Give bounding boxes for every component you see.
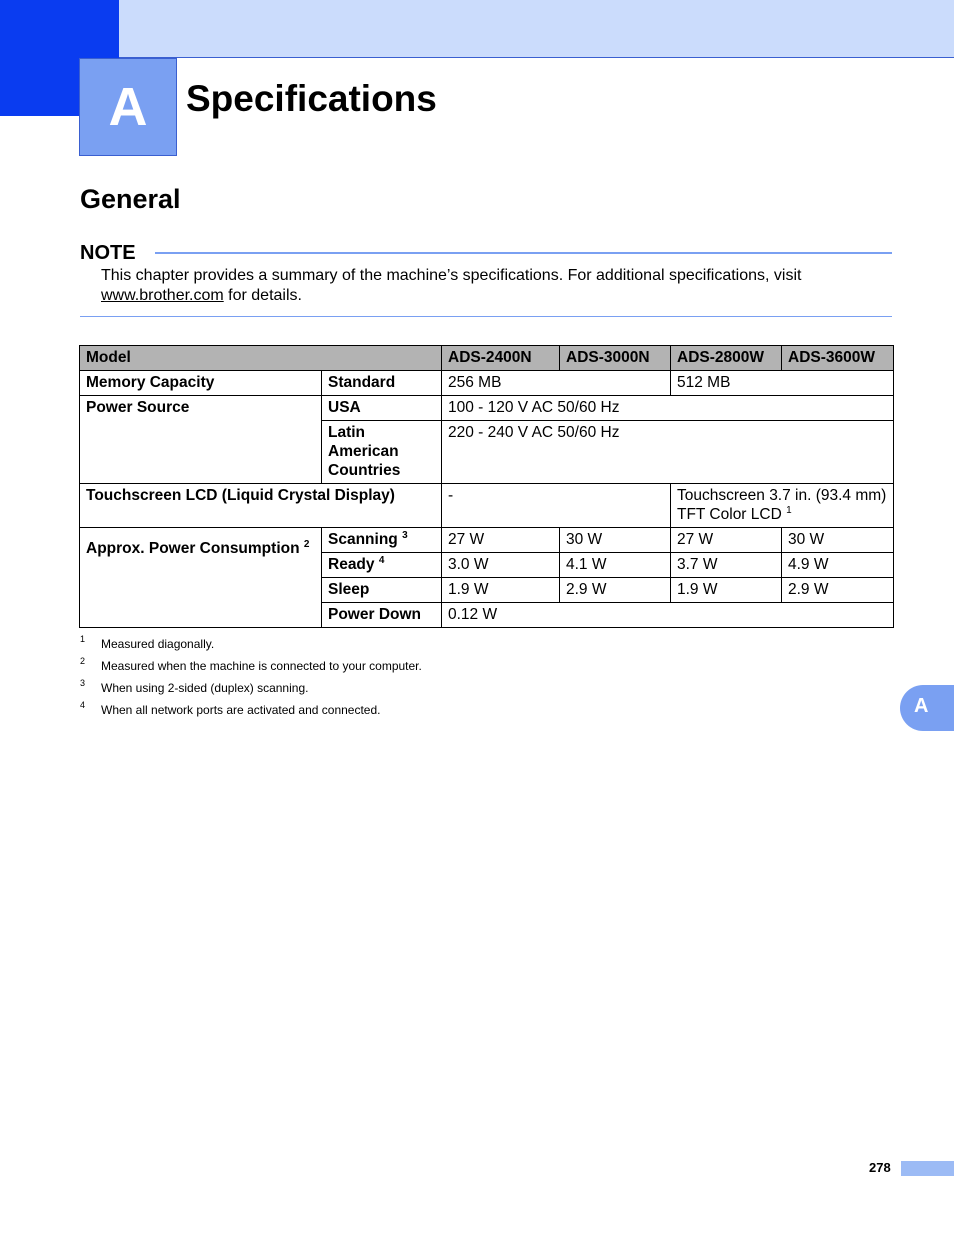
- power-down-label: Power Down: [322, 603, 442, 628]
- lcd-row: [80, 484, 894, 528]
- model-header-ads-2400n: ADS-2400N: [442, 346, 560, 371]
- ready-value-ads-3000n: 4.1 W: [560, 553, 671, 578]
- scanning-value-ads-2400n: 27 W: [442, 528, 560, 553]
- model-header-ads-2800w: ADS-2800W: [671, 346, 782, 371]
- note-text-after: for details.: [223, 287, 302, 304]
- header-band: [0, 0, 954, 58]
- footnote-text: When all network ports are activated and connected.: [101, 703, 381, 717]
- footnote-text: Measured diagonally.: [101, 637, 215, 651]
- sleep-value-ads-3000n: 2.9 W: [560, 578, 671, 603]
- lcd-footnote-ref: 1: [786, 505, 792, 516]
- lcd-value-line-1: Touchscreen 3.7 in. (93.4 mm): [677, 487, 887, 504]
- page-number-bar: [901, 1161, 954, 1176]
- power-source-usa-row: [80, 396, 894, 421]
- consumption-footnote-ref: 2: [303, 539, 310, 550]
- sleep-value-ads-2800w: 1.9 W: [671, 578, 782, 603]
- ready-value-ads-2800w: 3.7 W: [671, 553, 782, 578]
- power-source-latam-label: [322, 421, 442, 484]
- sleep-value-ads-3600w: 2.9 W: [782, 578, 894, 603]
- scanning-value-ads-2800w: 27 W: [671, 528, 782, 553]
- chapter-side-tab: [900, 685, 954, 731]
- ready-label-text: Ready: [328, 556, 375, 573]
- specifications-table: [79, 345, 894, 628]
- scanning-label: [322, 528, 442, 553]
- note-text: [101, 266, 891, 306]
- chapter-badge: [79, 58, 177, 156]
- footnote-number: 1: [80, 634, 86, 644]
- latam-line-1: Latin: [328, 424, 366, 441]
- ready-label: [322, 553, 442, 578]
- scanning-footnote-ref: 3: [402, 530, 408, 541]
- ready-footnote-ref: 4: [378, 555, 385, 566]
- latam-line-2: American: [328, 443, 399, 460]
- lcd-value-w: [671, 484, 894, 528]
- brother-link[interactable]: www.brother.com: [101, 287, 224, 304]
- section-title: General: [80, 184, 181, 214]
- model-header-ads-3600w: ADS-3600W: [782, 346, 894, 371]
- lcd-value-n: -: [442, 484, 671, 528]
- memory-label: Memory Capacity: [80, 371, 322, 396]
- table-header-row: [80, 346, 894, 371]
- note-label: NOTE: [80, 242, 136, 264]
- scanning-label-text: Scanning: [328, 531, 398, 548]
- chapter-letter: A: [108, 77, 148, 137]
- footnote-number: 3: [80, 678, 86, 688]
- consumption-label-text: Approx. Power Consumption: [86, 540, 300, 557]
- ready-value-ads-2400n: 3.0 W: [442, 553, 560, 578]
- memory-value-w: 512 MB: [671, 371, 894, 396]
- page-number: 278: [869, 1160, 891, 1175]
- lcd-value-line-2: TFT Color LCD: [677, 506, 782, 523]
- footnote-text: Measured when the machine is connected to your computer.: [101, 659, 422, 673]
- sleep-value-ads-2400n: 1.9 W: [442, 578, 560, 603]
- latam-line-3: Countries: [328, 462, 401, 479]
- model-header: Model: [80, 346, 442, 371]
- memory-value-n: 256 MB: [442, 371, 671, 396]
- lcd-label: Touchscreen LCD (Liquid Crystal Display): [80, 484, 442, 528]
- power-source-usa-label: USA: [322, 396, 442, 421]
- model-header-ads-3000n: ADS-3000N: [560, 346, 671, 371]
- ready-value-ads-3600w: 4.9 W: [782, 553, 894, 578]
- note-text-before: This chapter provides a summary of the machine’s specifications. For additional specifications, visit: [101, 267, 802, 284]
- scanning-value-ads-3000n: 30 W: [560, 528, 671, 553]
- power-source-latam-value: 220 - 240 V AC 50/60 Hz: [442, 421, 894, 484]
- memory-sub-label: Standard: [322, 371, 442, 396]
- memory-row: [80, 371, 894, 396]
- consumption-scanning-row: [80, 528, 894, 553]
- note-divider-top: [155, 252, 892, 254]
- footnote-number: 2: [80, 656, 86, 666]
- footnote-text: When using 2-sided (duplex) scanning.: [101, 681, 309, 695]
- consumption-label: [80, 528, 322, 628]
- power-down-value: 0.12 W: [442, 603, 894, 628]
- scanning-value-ads-3600w: 30 W: [782, 528, 894, 553]
- power-source-usa-value: 100 - 120 V AC 50/60 Hz: [442, 396, 894, 421]
- footnote-number: 4: [80, 700, 86, 710]
- side-tab-letter: A: [914, 695, 929, 717]
- note-divider-bottom: [80, 316, 892, 317]
- chapter-title: Specifications: [186, 78, 437, 119]
- power-source-label: Power Source: [80, 396, 322, 484]
- sleep-label: Sleep: [322, 578, 442, 603]
